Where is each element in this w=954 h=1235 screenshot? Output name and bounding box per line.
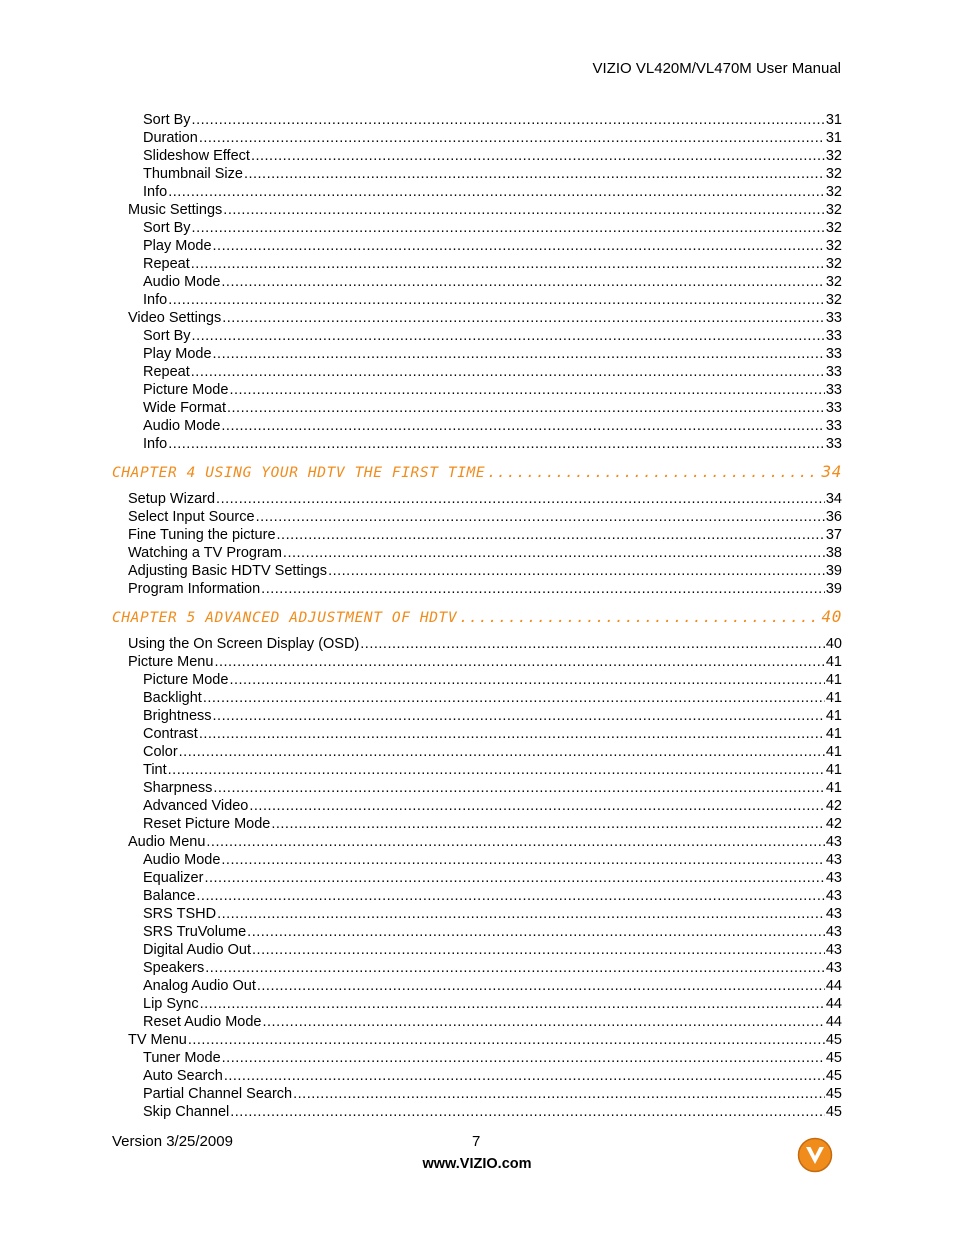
toc-entry-page: 33 [825, 346, 842, 362]
dot-leader [221, 851, 824, 869]
toc-entry-page: 41 [825, 690, 842, 706]
toc-entry-title: Music Settings [128, 202, 223, 218]
toc-entry-title: Repeat [143, 364, 190, 380]
dot-leader [487, 463, 819, 483]
toc-entry-page: 39 [825, 581, 842, 597]
table-of-contents [112, 111, 842, 1121]
toc-entry-page: 45 [825, 1050, 842, 1066]
footer-version: Version 3/25/2009 [112, 1133, 233, 1150]
toc-entry-page: 32 [825, 274, 842, 290]
toc-entry-page: 33 [825, 310, 842, 326]
toc-entry-title: Info [143, 292, 168, 308]
toc-entry[interactable] [112, 869, 842, 887]
chapter-title: CHAPTER 5 ADVANCED ADJUSTMENT OF HDTV [112, 610, 458, 626]
toc-entry-page: 41 [825, 654, 842, 670]
dot-leader [277, 526, 825, 544]
toc-entry[interactable] [112, 273, 842, 291]
toc-entry[interactable] [112, 562, 842, 580]
toc-entry[interactable] [112, 977, 842, 995]
page-header-title: VIZIO VL420M/VL470M User Manual [592, 60, 841, 77]
vizio-v-logo-icon [797, 1137, 833, 1173]
toc-entry[interactable] [112, 725, 842, 743]
toc-entry-page: 45 [825, 1104, 842, 1120]
toc-entry-page: 42 [825, 816, 842, 832]
toc-entry[interactable] [112, 219, 842, 237]
toc-entry-page: 32 [825, 202, 842, 218]
dot-leader [214, 653, 824, 671]
toc-entry-title: Sort By [143, 220, 191, 236]
chapter-page: 34 [821, 462, 842, 481]
dot-leader [227, 399, 825, 417]
toc-entry-page: 44 [825, 996, 842, 1012]
dot-leader [223, 201, 825, 219]
dot-leader [221, 273, 824, 291]
toc-entry-page: 32 [825, 292, 842, 308]
toc-entry-page: 33 [825, 328, 842, 344]
toc-entry-title: Tint [143, 762, 167, 778]
toc-entry-page: 43 [825, 852, 842, 868]
toc-chapter-4-heading[interactable] [112, 462, 842, 482]
toc-entry-title: Partial Channel Search [143, 1086, 293, 1102]
toc-entry-page: 44 [825, 978, 842, 994]
dot-leader [191, 255, 825, 273]
toc-entry-title: Reset Picture Mode [143, 816, 271, 832]
toc-entry-title: Repeat [143, 256, 190, 272]
toc-entry-page: 32 [825, 238, 842, 254]
toc-entry-title: Info [143, 436, 168, 452]
toc-entry[interactable] [112, 255, 842, 273]
toc-entry-title: Equalizer [143, 870, 204, 886]
toc-entry-title: Analog Audio Out [143, 978, 256, 994]
dot-leader [360, 635, 825, 653]
dot-leader [293, 1085, 825, 1103]
dot-leader [217, 905, 825, 923]
toc-entry-page: 41 [825, 744, 842, 760]
dot-leader [205, 959, 825, 977]
toc-entry-page: 42 [825, 798, 842, 814]
toc-entry-title: Info [143, 184, 168, 200]
toc-entry-title: Duration [143, 130, 198, 146]
toc-entry[interactable] [112, 327, 842, 345]
toc-entry-title: Play Mode [143, 238, 212, 254]
toc-entry[interactable] [112, 797, 842, 815]
toc-entry[interactable] [112, 435, 842, 453]
toc-entry-title: Brightness [143, 708, 212, 724]
toc-entry-title: Setup Wizard [128, 491, 216, 507]
dot-leader [196, 887, 824, 905]
toc-entry[interactable] [112, 1049, 842, 1067]
toc-entry[interactable] [112, 201, 842, 219]
toc-entry[interactable] [112, 111, 842, 129]
dot-leader [213, 779, 825, 797]
dot-leader [222, 309, 825, 327]
chapter-page: 40 [821, 607, 842, 626]
toc-entry[interactable] [112, 887, 842, 905]
dot-leader [168, 183, 825, 201]
toc-entry-page: 41 [825, 672, 842, 688]
dot-leader [199, 129, 825, 147]
toc-entry-title: Fine Tuning the picture [128, 527, 276, 543]
toc-entry-page: 32 [825, 184, 842, 200]
toc-entry[interactable] [112, 508, 842, 526]
dot-leader [168, 761, 825, 779]
footer-url[interactable]: www.VIZIO.com [422, 1156, 532, 1172]
toc-entry-page: 38 [825, 545, 842, 561]
dot-leader [244, 165, 825, 183]
toc-entry-title: Thumbnail Size [143, 166, 243, 182]
dot-leader [256, 508, 825, 526]
toc-entry-page: 41 [825, 726, 842, 742]
dot-leader [203, 689, 825, 707]
toc-entry-page: 33 [825, 436, 842, 452]
dot-leader [247, 923, 825, 941]
toc-group-chapter4 [112, 490, 842, 598]
toc-entry[interactable] [112, 923, 842, 941]
dot-leader [199, 725, 825, 743]
toc-entry-title: Play Mode [143, 346, 212, 362]
toc-entry-title: Skip Channel [143, 1104, 230, 1120]
toc-entry-title: Audio Mode [143, 274, 221, 290]
toc-entry[interactable] [112, 490, 842, 508]
dot-leader [168, 291, 825, 309]
dot-leader [230, 1103, 825, 1121]
toc-entry[interactable] [112, 399, 842, 417]
dot-leader [168, 435, 825, 453]
dot-leader [328, 562, 825, 580]
dot-leader [192, 327, 825, 345]
dot-leader [192, 219, 825, 237]
toc-entry-page: 43 [825, 888, 842, 904]
toc-entry-title: Audio Mode [143, 418, 221, 434]
toc-entry[interactable] [112, 309, 842, 327]
dot-leader [191, 363, 825, 381]
toc-entry-title: Audio Mode [143, 852, 221, 868]
toc-entry[interactable] [112, 544, 842, 562]
toc-entry-page: 32 [825, 220, 842, 236]
toc-entry-title: Watching a TV Program [128, 545, 282, 561]
toc-entry[interactable] [112, 291, 842, 309]
toc-entry-title: Picture Mode [143, 382, 229, 398]
dot-leader [222, 1049, 825, 1067]
dot-leader [179, 743, 825, 761]
toc-entry-page: 32 [825, 148, 842, 164]
toc-entry-page: 43 [825, 942, 842, 958]
toc-entry[interactable] [112, 1103, 842, 1121]
dot-leader [192, 111, 825, 129]
toc-entry[interactable] [112, 147, 842, 165]
toc-entry-page: 32 [825, 166, 842, 182]
toc-entry[interactable] [112, 165, 842, 183]
dot-leader [271, 815, 825, 833]
toc-entry-title: Digital Audio Out [143, 942, 252, 958]
toc-entry-title: Video Settings [128, 310, 222, 326]
dot-leader [213, 707, 825, 725]
toc-entry-page: 31 [825, 130, 842, 146]
toc-entry-title: Select Input Source [128, 509, 255, 525]
toc-entry-page: 43 [825, 960, 842, 976]
toc-entry-title: Program Information [128, 581, 261, 597]
toc-entry[interactable] [112, 381, 842, 399]
toc-entry-title: Backlight [143, 690, 202, 706]
dot-leader [229, 671, 824, 689]
toc-entry[interactable] [112, 237, 842, 255]
toc-group-chapter3-continued [112, 111, 842, 453]
toc-entry-page: 33 [825, 364, 842, 380]
footer-page-number: 7 [472, 1133, 481, 1150]
toc-entry-page: 43 [825, 924, 842, 940]
toc-entry[interactable] [112, 183, 842, 201]
dot-leader [249, 797, 825, 815]
toc-entry-page: 34 [825, 491, 842, 507]
dot-leader [213, 237, 825, 255]
toc-entry[interactable] [112, 833, 842, 851]
toc-entry-title: Wide Format [143, 400, 226, 416]
toc-entry-title: Reset Audio Mode [143, 1014, 262, 1030]
dot-leader [204, 869, 824, 887]
toc-entry-title: Adjusting Basic HDTV Settings [128, 563, 328, 579]
toc-entry-page: 31 [825, 112, 842, 128]
toc-entry[interactable] [112, 653, 842, 671]
toc-entry-page: 45 [825, 1032, 842, 1048]
toc-entry[interactable] [112, 1085, 842, 1103]
toc-entry[interactable] [112, 363, 842, 381]
toc-entry[interactable] [112, 815, 842, 833]
toc-entry-title: Advanced Video [143, 798, 249, 814]
toc-entry-page: 43 [825, 834, 842, 850]
toc-entry-page: 41 [825, 780, 842, 796]
toc-entry-title: Balance [143, 888, 196, 904]
dot-leader [257, 977, 825, 995]
dot-leader [216, 490, 825, 508]
toc-entry[interactable] [112, 905, 842, 923]
toc-entry-title: Speakers [143, 960, 205, 976]
toc-entry-page: 33 [825, 382, 842, 398]
toc-entry-title: SRS TSHD [143, 906, 217, 922]
toc-entry[interactable] [112, 345, 842, 363]
toc-entry[interactable] [112, 1013, 842, 1031]
toc-entry-page: 41 [825, 708, 842, 724]
toc-entry-title: Auto Search [143, 1068, 223, 1084]
toc-entry-page: 40 [825, 636, 842, 652]
toc-entry[interactable] [112, 635, 842, 653]
toc-entry-title: Slideshow Effect [143, 148, 250, 164]
toc-entry[interactable] [112, 761, 842, 779]
toc-entry[interactable] [112, 707, 842, 725]
toc-entry-title: Using the On Screen Display (OSD) [128, 636, 360, 652]
toc-entry[interactable] [112, 995, 842, 1013]
toc-entry[interactable] [112, 671, 842, 689]
dot-leader [200, 995, 825, 1013]
toc-entry-title: SRS TruVolume [143, 924, 247, 940]
dot-leader [261, 580, 825, 598]
toc-entry-page: 36 [825, 509, 842, 525]
chapter-title: CHAPTER 4 USING YOUR HDTV THE FIRST TIME [112, 465, 486, 481]
toc-entry-page: 32 [825, 256, 842, 272]
dot-leader [229, 381, 824, 399]
dot-leader [206, 833, 824, 851]
dot-leader [252, 941, 825, 959]
toc-entry-title: TV Menu [128, 1032, 187, 1048]
toc-entry[interactable] [112, 417, 842, 435]
toc-entry-title: Tuner Mode [143, 1050, 221, 1066]
dot-leader [263, 1013, 825, 1031]
dot-leader [283, 544, 825, 562]
toc-chapter-5-heading[interactable] [112, 607, 842, 627]
toc-entry[interactable] [112, 779, 842, 797]
dot-leader [251, 147, 825, 165]
toc-entry[interactable] [112, 743, 842, 761]
toc-entry-page: 39 [825, 563, 842, 579]
toc-entry-title: Sort By [143, 112, 191, 128]
toc-entry-title: Contrast [143, 726, 198, 742]
toc-entry[interactable] [112, 526, 842, 544]
dot-leader [221, 417, 824, 435]
toc-entry-title: Sort By [143, 328, 191, 344]
dot-leader [224, 1067, 825, 1085]
toc-entry-title: Lip Sync [143, 996, 199, 1012]
toc-entry-title: Picture Menu [128, 654, 214, 670]
toc-entry[interactable] [112, 1067, 842, 1085]
toc-entry-title: Sharpness [143, 780, 213, 796]
toc-group-chapter5 [112, 635, 842, 1121]
toc-entry-title: Picture Mode [143, 672, 229, 688]
toc-entry-page: 37 [825, 527, 842, 543]
toc-entry-page: 43 [825, 906, 842, 922]
toc-entry-page: 33 [825, 400, 842, 416]
toc-entry-page: 41 [825, 762, 842, 778]
dot-leader [188, 1031, 825, 1049]
toc-entry-page: 45 [825, 1068, 842, 1084]
toc-entry-page: 43 [825, 870, 842, 886]
toc-entry-title: Color [143, 744, 178, 760]
toc-entry-page: 33 [825, 418, 842, 434]
toc-entry[interactable] [112, 689, 842, 707]
toc-entry[interactable] [112, 941, 842, 959]
dot-leader [459, 608, 819, 628]
toc-entry-title: Audio Menu [128, 834, 206, 850]
toc-entry[interactable] [112, 129, 842, 147]
toc-entry[interactable] [112, 851, 842, 869]
toc-entry[interactable] [112, 959, 842, 977]
toc-entry-page: 44 [825, 1014, 842, 1030]
dot-leader [213, 345, 825, 363]
toc-entry[interactable] [112, 580, 842, 598]
toc-entry-page: 45 [825, 1086, 842, 1102]
toc-entry[interactable] [112, 1031, 842, 1049]
